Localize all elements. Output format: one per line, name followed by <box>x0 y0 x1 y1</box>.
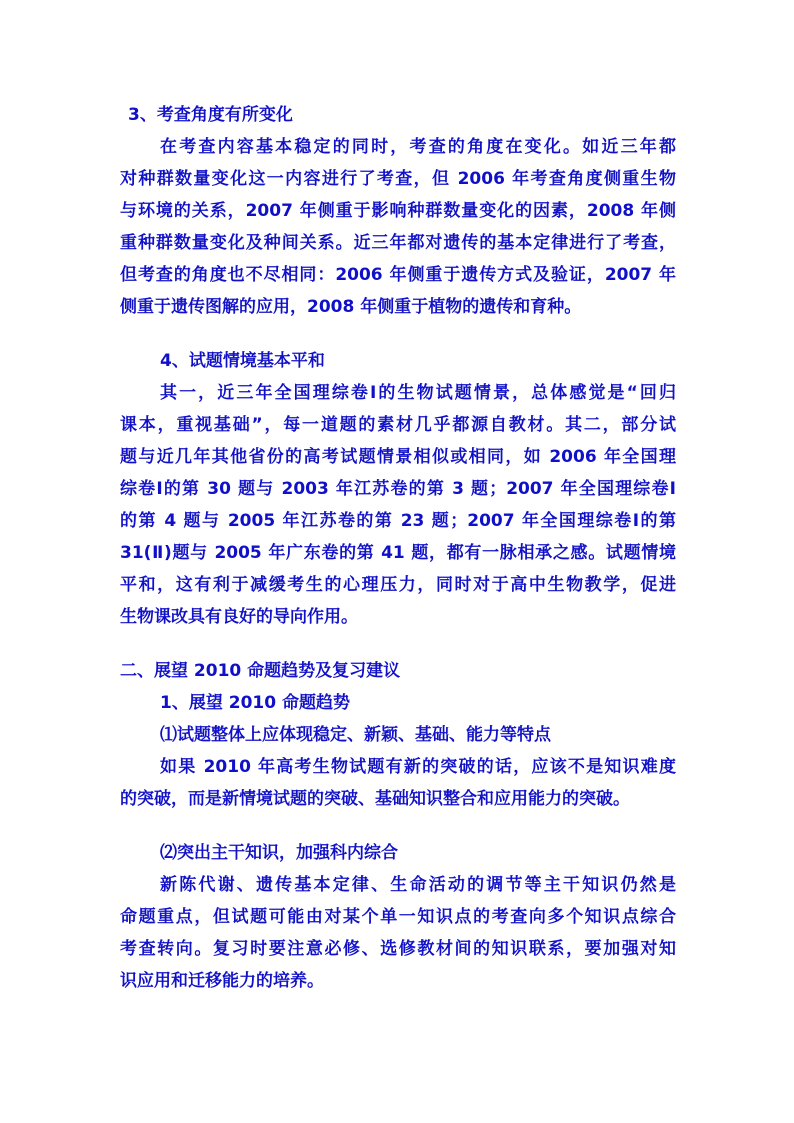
section-3-heading: 3、考查角度有所变化 <box>128 105 293 125</box>
paragraph-line: 的突破，而是新情境试题的突破、基础知识整合和应用能力的突破。 <box>120 789 630 809</box>
paragraph-line: 的第 4 题与 2005 年江苏卷的第 23 题；2007 年全国理综卷Ⅰ的第 <box>120 511 676 531</box>
paragraph-line: 如果 2010 年高考生物试题有新的突破的话，应该不是知识难度 <box>160 757 676 777</box>
paragraph-line: 平和，这有利于减缓考生的心理压力，同时对于高中生物教学，促进 <box>120 575 676 595</box>
paragraph-line: 与环境的关系，2007 年侧重于影响种群数量变化的因素，2008 年侧 <box>120 201 676 221</box>
paragraph-line: 生物课改具有良好的导向作用。 <box>120 607 358 627</box>
paragraph-line: 侧重于遗传图解的应用，2008 年侧重于植物的遗传和育种。 <box>120 297 582 317</box>
paragraph-line: 新陈代谢、遗传基本定律、生命活动的调节等主干知识仍然是 <box>160 875 676 895</box>
point-2-heading: ⑵突出主干知识，加强科内综合 <box>160 843 398 863</box>
paragraph-line: 考查转向。复习时要注意必修、选修教材间的知识联系，要加强对知 <box>120 939 676 959</box>
paragraph-line: 课本，重视基础”，每一道题的素材几乎都源自教材。其二，部分试 <box>120 415 676 435</box>
paragraph-line: 重种群数量变化及种间关系。近三年都对遗传的基本定律进行了考查， <box>120 233 676 253</box>
paragraph-line: 在考查内容基本稳定的同时，考查的角度在变化。如近三年都 <box>160 137 676 157</box>
part-2-heading: 二、展望 2010 命题趋势及复习建议 <box>120 661 401 681</box>
section-4-heading: 4、试题情境基本平和 <box>160 351 325 371</box>
part-2-sub-heading: 1、展望 2010 命题趋势 <box>160 693 350 713</box>
paragraph-line: 综卷Ⅰ的第 30 题与 2003 年江苏卷的第 3 题；2007 年全国理综卷Ⅰ <box>120 479 676 499</box>
paragraph-line: 对种群数量变化这一内容进行了考查，但 2006 年考查角度侧重生物 <box>120 169 676 189</box>
paragraph-line: 命题重点，但试题可能由对某个单一知识点的考查向多个知识点综合 <box>120 907 676 927</box>
paragraph-line: 但考查的角度也不尽相同：2006 年侧重于遗传方式及验证，2007 年 <box>120 265 676 285</box>
paragraph-line: 其一，近三年全国理综卷Ⅰ的生物试题情景，总体感觉是“回归 <box>160 383 676 403</box>
point-1-heading: ⑴试题整体上应体现稳定、新颖、基础、能力等特点 <box>160 725 551 745</box>
paragraph-line: 识应用和迁移能力的培养。 <box>120 971 324 991</box>
paragraph-line: 题与近几年其他省份的高考试题情景相似或相同，如 2006 年全国理 <box>120 447 676 467</box>
paragraph-line: 31(Ⅱ)题与 2005 年广东卷的第 41 题，都有一脉相承之感。试题情境 <box>120 543 676 563</box>
